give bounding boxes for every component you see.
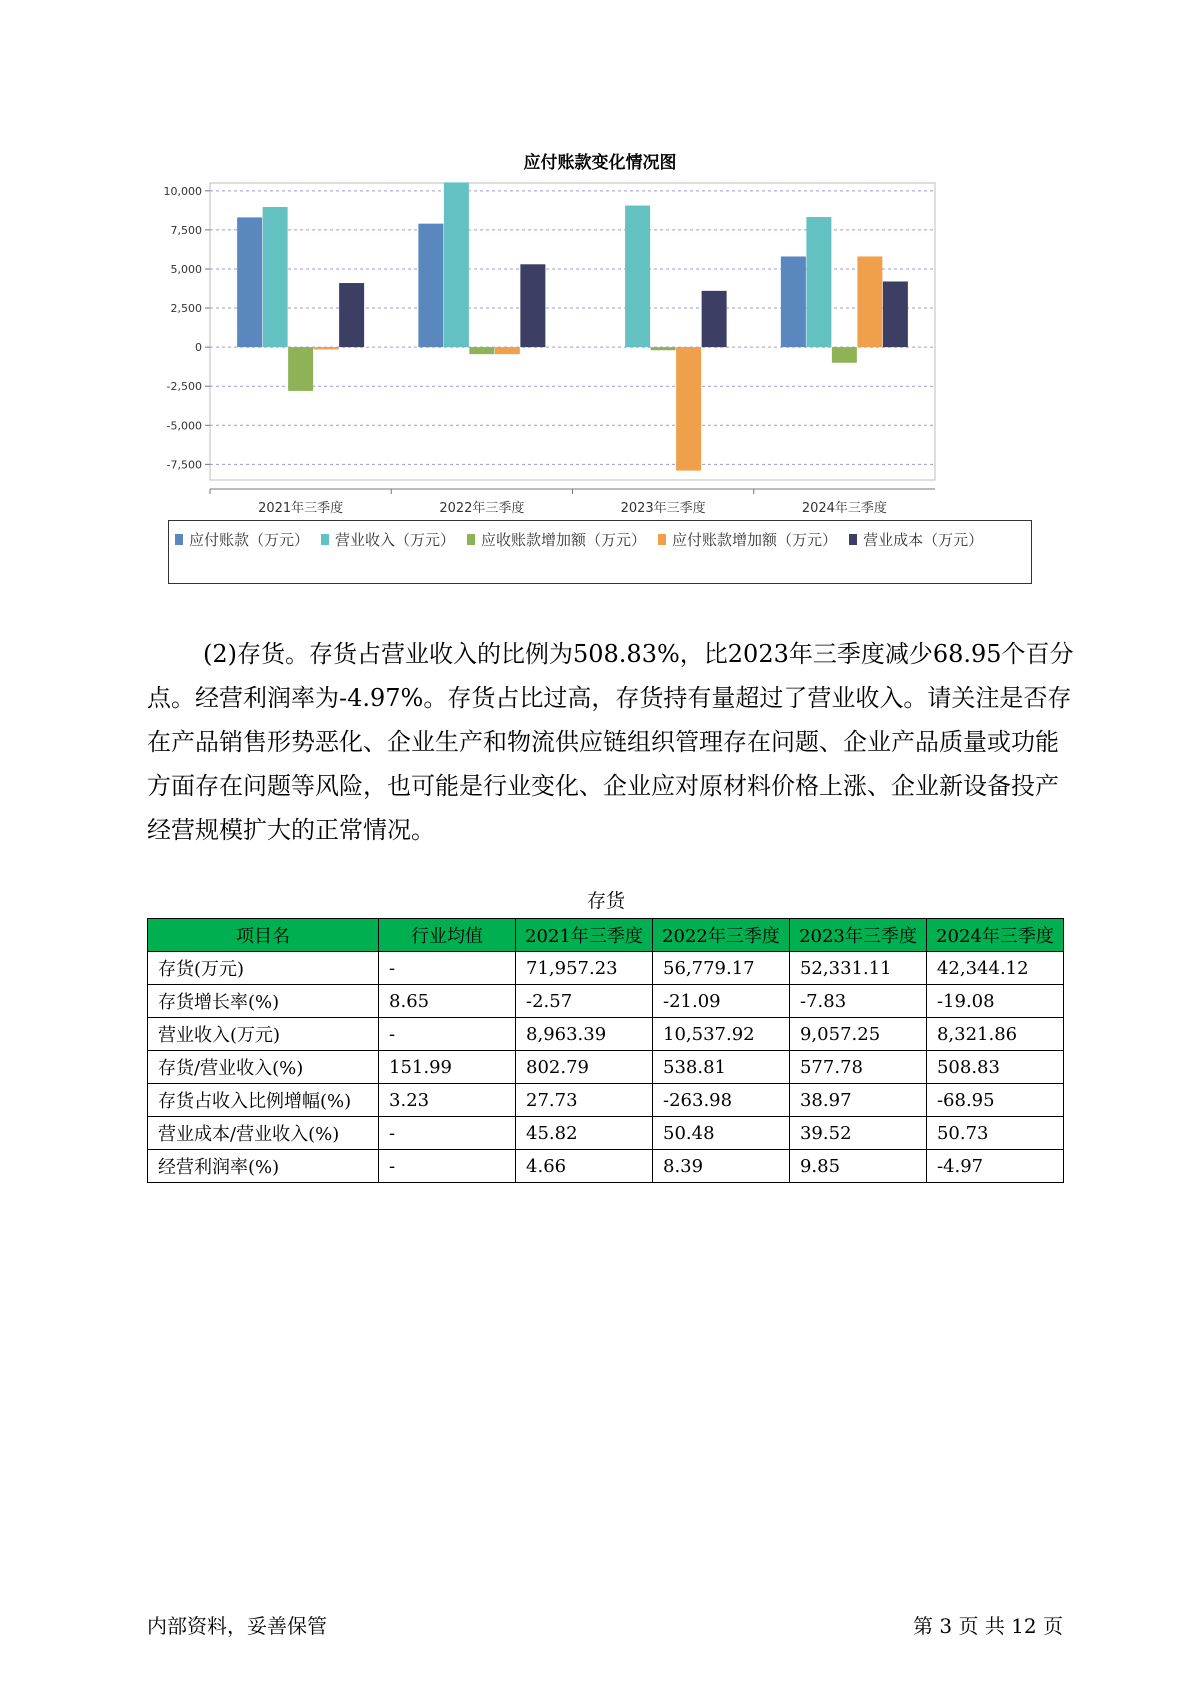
bar (625, 206, 650, 348)
table-cell: 8,963.39 (516, 1018, 653, 1051)
table-cell: 27.73 (516, 1084, 653, 1117)
footer-left: 内部资料，妥善保管 (147, 1614, 327, 1638)
table-cell: -21.09 (653, 985, 790, 1018)
table-cell: 45.82 (516, 1117, 653, 1150)
chart-legend (168, 520, 1032, 584)
table-cell: 56,779.17 (653, 952, 790, 985)
table-row (148, 1150, 1064, 1183)
bar (314, 347, 339, 349)
bar (495, 347, 520, 354)
inventory-paragraph: (2)存货。存货占营业收入的比例为508.83%，比2023年三季度减少68.95个百分点。经营利润率为-4.97%。存货占比过高，存货持有量超过了营业收入。请关注是否存在产品销售形势恶化、企业生产和物流供应链组织管理存在问题、企业产品质量或功能方面存在问题等风险，也可能是行业变化、企业应对原材料价格上涨、企业新设备投产经营规模扩大的正常情况。 (147, 640, 1074, 844)
table-header-cell: 2024年三季度 (926, 919, 1063, 952)
table-cell: 营业成本/营业收入(%) (148, 1117, 379, 1150)
table-title: 存货 (586, 890, 625, 912)
table-cell: 9,057.25 (789, 1018, 926, 1051)
x-tick-label: 2022年三季度 (439, 501, 525, 516)
legend-label: 营业收入（万元） (335, 530, 456, 549)
legend-item (321, 526, 455, 552)
table-cell: 50.73 (926, 1117, 1063, 1150)
table-cell: -19.08 (926, 985, 1063, 1018)
table-row (148, 1084, 1064, 1117)
table-cell: 42,344.12 (926, 952, 1063, 985)
x-tick-label: 2021年三季度 (258, 501, 344, 516)
legend-label: 应收账款增加额（万元） (481, 530, 647, 549)
bar (444, 182, 469, 347)
x-tick-label: 2024年三季度 (801, 501, 887, 516)
legend-item (658, 526, 837, 552)
legend-swatch (849, 534, 857, 545)
table-cell: 存货(万元) (148, 952, 379, 985)
bar (237, 217, 262, 347)
table-header-cell: 2023年三季度 (789, 919, 926, 952)
bar (520, 264, 545, 347)
table-cell: 508.83 (926, 1051, 1063, 1084)
y-tick-label: -5,000 (166, 419, 202, 433)
footer-page-number: 第 3 页 共 12 页 (913, 1614, 1063, 1638)
table-row (148, 1117, 1064, 1150)
y-tick-label: -2,500 (166, 380, 202, 394)
chart-title: 应付账款变化情况图 (523, 153, 677, 173)
table-header-row (148, 919, 1064, 952)
table-cell: -4.97 (926, 1150, 1063, 1183)
bar (806, 217, 831, 347)
bar (651, 347, 676, 350)
table-cell: 38.97 (789, 1084, 926, 1117)
chart-section (160, 138, 1040, 608)
table-cell: 9.85 (789, 1150, 926, 1183)
table-cell: - (379, 1018, 516, 1051)
table-cell: 营业收入(万元) (148, 1018, 379, 1051)
table-cell: 存货/营业收入(%) (148, 1051, 379, 1084)
table-cell: 802.79 (516, 1051, 653, 1084)
table-cell: 538.81 (653, 1051, 790, 1084)
legend-label: 应付账款增加额（万元） (672, 530, 838, 549)
bar (883, 281, 908, 347)
bar (857, 256, 882, 347)
table-cell: 经营利润率(%) (148, 1150, 379, 1183)
table-cell: 71,957.23 (516, 952, 653, 985)
y-tick-label: -7,500 (166, 458, 202, 472)
table-cell: 52,331.11 (789, 952, 926, 985)
y-tick-label: 0 (195, 341, 202, 355)
bar (339, 283, 364, 347)
inventory-table (147, 918, 1064, 1183)
table-cell: -7.83 (789, 985, 926, 1018)
legend-swatch (321, 534, 329, 545)
table-row (148, 1051, 1064, 1084)
legend-label: 营业成本（万元） (863, 530, 984, 549)
y-tick-label: 5,000 (170, 262, 202, 276)
table-header-cell: 项目名 (148, 919, 379, 952)
table-cell: 8.65 (379, 985, 516, 1018)
table-header-cell: 2021年三季度 (516, 919, 653, 952)
table-cell: -2.57 (516, 985, 653, 1018)
table-row (148, 985, 1064, 1018)
y-tick-label: 7,500 (170, 223, 202, 237)
legend-swatch (467, 534, 475, 545)
table-cell: -68.95 (926, 1084, 1063, 1117)
bar (702, 291, 727, 347)
x-tick-label: 2023年三季度 (620, 501, 706, 516)
y-tick-label: 2,500 (170, 302, 202, 316)
bar (469, 347, 494, 354)
table-header-cell: 2022年三季度 (653, 919, 790, 952)
table-cell: - (379, 952, 516, 985)
legend-item (175, 526, 309, 552)
legend-label: 应付账款（万元） (189, 530, 310, 549)
table-header-cell: 行业均值 (379, 919, 516, 952)
legend-swatch (658, 534, 666, 545)
table-cell: 8,321.86 (926, 1018, 1063, 1051)
legend-swatch (175, 534, 183, 545)
table-cell: - (379, 1117, 516, 1150)
table-cell: 151.99 (379, 1051, 516, 1084)
table-cell: -263.98 (653, 1084, 790, 1117)
table-row (148, 952, 1064, 985)
bar (676, 347, 701, 470)
table-cell: 存货占收入比例增幅(%) (148, 1084, 379, 1117)
table-cell: - (379, 1150, 516, 1183)
table-cell: 3.23 (379, 1084, 516, 1117)
table-cell: 存货增长率(%) (148, 985, 379, 1018)
legend-item (467, 526, 646, 552)
y-tick-label: 10,000 (163, 184, 202, 198)
table-cell: 10,537.92 (653, 1018, 790, 1051)
bar-chart (160, 178, 1040, 520)
bar (263, 207, 288, 347)
table-cell: 8.39 (653, 1150, 790, 1183)
legend-item (849, 526, 983, 552)
table-cell: 577.78 (789, 1051, 926, 1084)
bar (288, 347, 313, 391)
table-cell: 50.48 (653, 1117, 790, 1150)
bar (418, 224, 443, 347)
table-cell: 4.66 (516, 1150, 653, 1183)
table-cell: 39.52 (789, 1117, 926, 1150)
bar (832, 347, 857, 363)
table-row (148, 1018, 1064, 1051)
bar (781, 256, 806, 347)
